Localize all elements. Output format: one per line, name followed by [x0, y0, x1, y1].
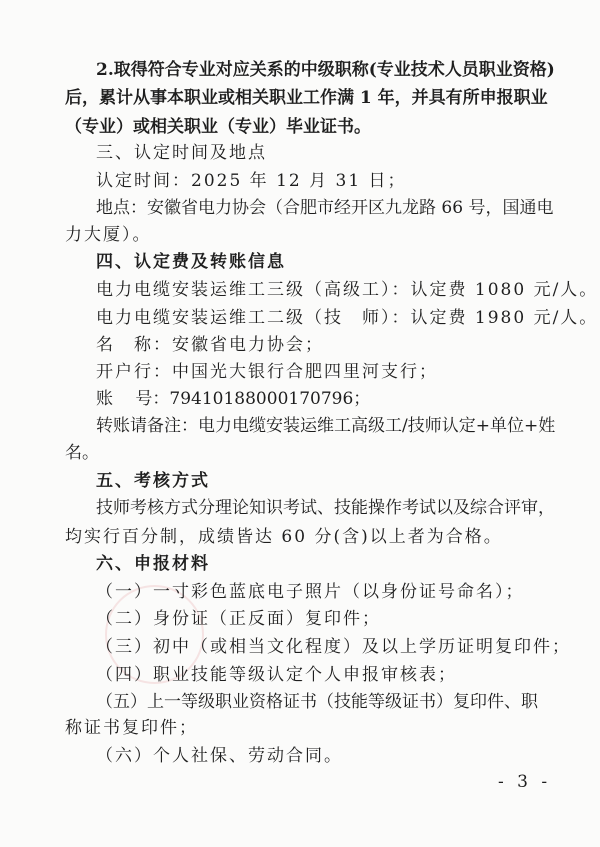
paragraph-line: 力大厦）。 [65, 225, 152, 245]
list-item: （二）身份证（正反面）复印件； [96, 609, 381, 629]
section-heading: 五、考核方式 [96, 471, 210, 491]
paragraph-line: 名。 [65, 443, 99, 463]
paragraph-line: 认定时间：2025 年 12 月 31 日； [96, 171, 407, 191]
paragraph-line: 均实行百分制，成绩皆达 60 分(含)以上者为合格。 [65, 527, 503, 547]
paragraph-line: 技师考核方式分理论知识考试、技能操作考试以及综合评审， [96, 498, 555, 518]
section-heading: 六、申报材料 [96, 554, 210, 574]
list-item: （三）初中（或相当文化程度）及以上学历证明复印件； [96, 637, 571, 657]
section-heading: 三、认定时间及地点 [96, 143, 267, 163]
paragraph-line: 转账请备注：电力电缆安装运维工高级工/技师认定+单位+姓 [96, 416, 556, 436]
page-number: - 3 - [498, 772, 552, 792]
paragraph-line: 电力电缆安装运维工三级（高级工）：认定费 1080 元/人。 [96, 280, 599, 300]
paragraph-line: 开户行：中国光大银行合肥四里河支行； [96, 362, 438, 382]
list-item: （五）上一等级职业资格证书（技能等级证书）复印件、职 [96, 692, 538, 712]
paragraph-line: 名 称：安徽省电力协会； [96, 335, 324, 355]
paragraph-line: 地点：安徽省电力协会（合肥市经开区九龙路 66 号，国通电 [96, 198, 554, 218]
paragraph-line: 账 号：79410188000170796； [96, 389, 371, 409]
list-item: （一）一寸彩色蓝底电子照片（以身份证号命名）； [96, 582, 525, 602]
paragraph-line: 后，累计从事本职业或相关职业工作满 1 年，并具有所申报职业 [65, 88, 548, 108]
list-item: （六）个人社保、劳动合同。 [96, 746, 343, 766]
list-item: 称证书复印件； [65, 718, 198, 738]
paragraph-line: （专业）或相关职业（专业）毕业证书。 [65, 117, 371, 137]
paragraph-line: 2.取得符合专业对应关系的中级职称(专业技术人员职业资格) [96, 60, 555, 80]
list-item: （四）职业技能等级认定个人申报审核表； [96, 665, 457, 685]
section-heading: 四、认定费及转账信息 [96, 252, 286, 272]
paragraph-line: 电力电缆安装运维工二级（技 师）：认定费 1980 元/人。 [96, 308, 599, 328]
